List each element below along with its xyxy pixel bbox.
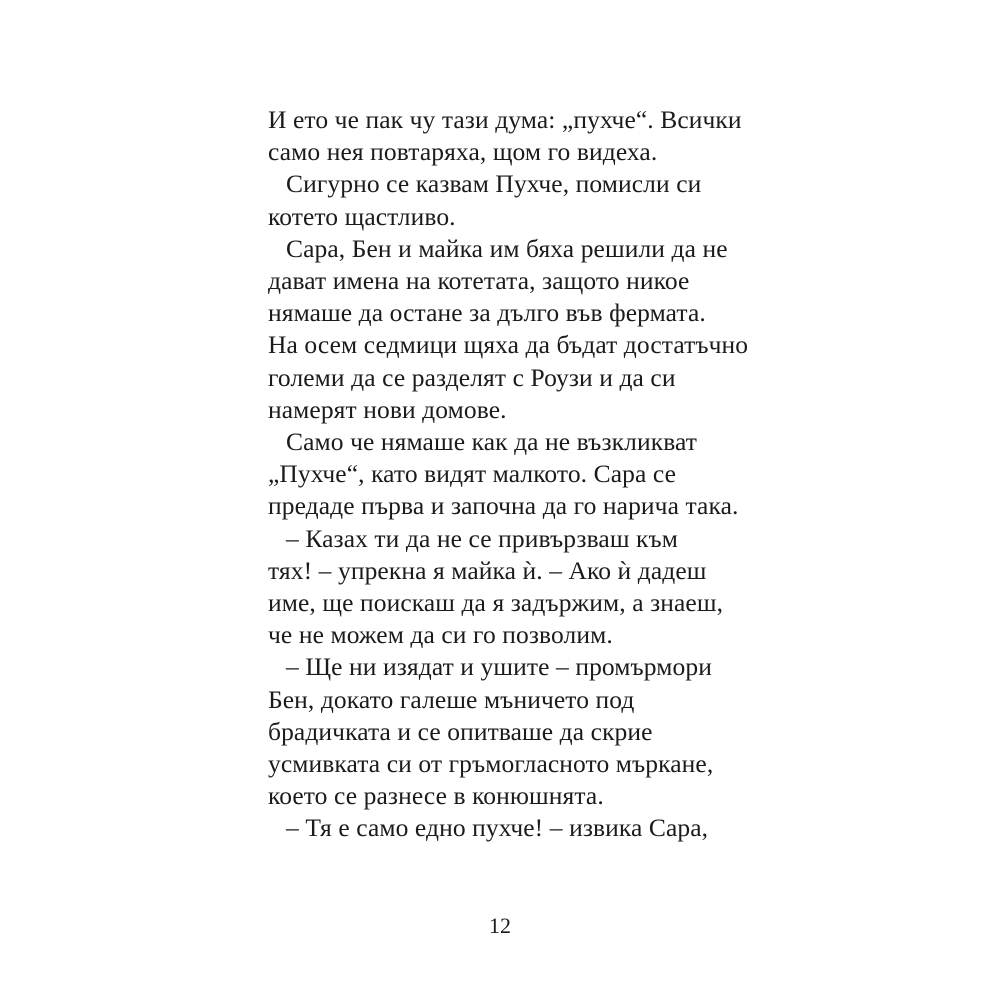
text-line: – Ще ни изядат и ушите – промърмори: [286, 652, 712, 682]
text-line: „Пухче“, като видят малкото. Сара се: [268, 459, 677, 489]
text-line: Сигурно се казвам Пухче, помисли си: [286, 169, 702, 199]
text-line: Сара, Бен и майка им бяха решили да не: [286, 233, 728, 263]
text-line: дават имена на котетата, защото никое: [268, 266, 690, 296]
text-line: котето щастливо.: [268, 201, 456, 231]
page-number: 12: [489, 913, 511, 938]
text-line: че не можем да си го позволим.: [268, 620, 613, 650]
text-line: брадичката и се опитваше да скрие: [268, 716, 653, 746]
text-line: тях! – упрекна я майка ѝ. – Ако ѝ дадеш: [268, 555, 707, 585]
text-line: нямаше да остане за дълго във фермата.: [268, 298, 706, 328]
text-line: предаде първа и започна да го нарича така.: [268, 491, 739, 521]
text-line: Само че нямаше как да не възкликват: [286, 427, 698, 457]
text-line: – Казах ти да не се привързваш към: [286, 523, 679, 553]
page-body-text: [268, 104, 764, 845]
text-line: което се разнесе в конюшнята.: [268, 781, 604, 811]
text-line: И ето че пак чу тази дума: „пухче“. Всички: [268, 105, 742, 134]
text-line: име, ще поискаш да я задържим, а знаеш,: [268, 588, 724, 618]
text-line: големи да се разделят с Роузи и да си: [268, 362, 676, 392]
text-line: Бен, докато галеше мъничето под: [268, 684, 635, 714]
text-line: На осем седмици щяха да бъдат достатъчно: [268, 330, 749, 360]
text-line: – Тя е само едно пухче! – извика Сара,: [286, 813, 709, 843]
text-line: намерят нови домове.: [268, 394, 507, 424]
text-line: усмивката си от гръмогласното мъркане,: [268, 749, 714, 779]
text-line: само нея повтаряха, щом го видеха.: [268, 137, 658, 167]
